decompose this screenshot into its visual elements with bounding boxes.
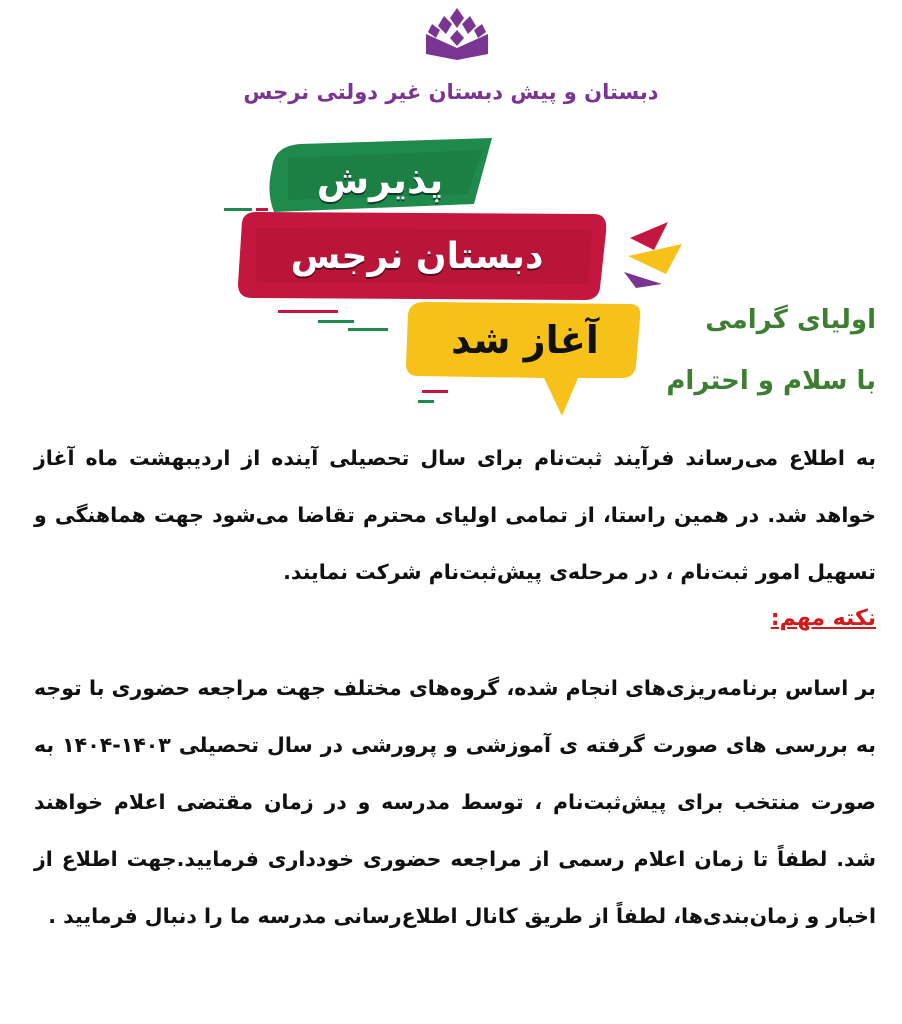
important-note-title: نکته مهم: [770, 606, 876, 631]
announcement-paragraph: به اطلاع می‌رساند فرآیند ثبت‌نام برای سال تحصیلی آینده از اردیبهشت ماه آغاز خواهد شد. در همین راستا، از تمامی اولیای محترم تقاضا می‌شود جهت هماهنگی و تسهیل امور ثبت‌نام ، در مرحله‌ی پیش‌ثبت‌نام شرکت نمایند. [34, 446, 876, 584]
important-note-paragraph: بر اساس برنامه‌ریزی‌های انجام شده، گروه‌های مختلف جهت مراجعه حضوری با توجه به بررسی های صورت گرفته ی آموزشی و پرورشی در سال تحصیلی ۱۴۰۳-۱۴۰۴ به صورت منتخب برای پیش‌ثبت‌نام ، توسط مدرسه و در زمان مقتضی اعلام خواهند شد. لطفاً تا زمان اعلام رسمی از مراجعه حضوری خودداری فرمایید.جهت اطلاع از اخبار و زمان‌بندی‌ها، لطفاً از طریق کانال اطلاع‌رسانی مدرسه ما را دنبال فرمایید . [34, 676, 876, 928]
banner-school-text: دبستان نرجس [290, 236, 544, 277]
banner-admission-text: پذیرش [316, 158, 444, 202]
greeting-dear-parents: اولیای گرامی [705, 305, 876, 335]
school-name: دبستان و پیش دبستان غیر دولتی نرجس [243, 80, 659, 104]
lotus-flower-icon [424, 4, 490, 60]
greeting-salutation: با سلام و احترام [666, 366, 876, 396]
banner-started-text: آغاز شد [451, 318, 599, 362]
